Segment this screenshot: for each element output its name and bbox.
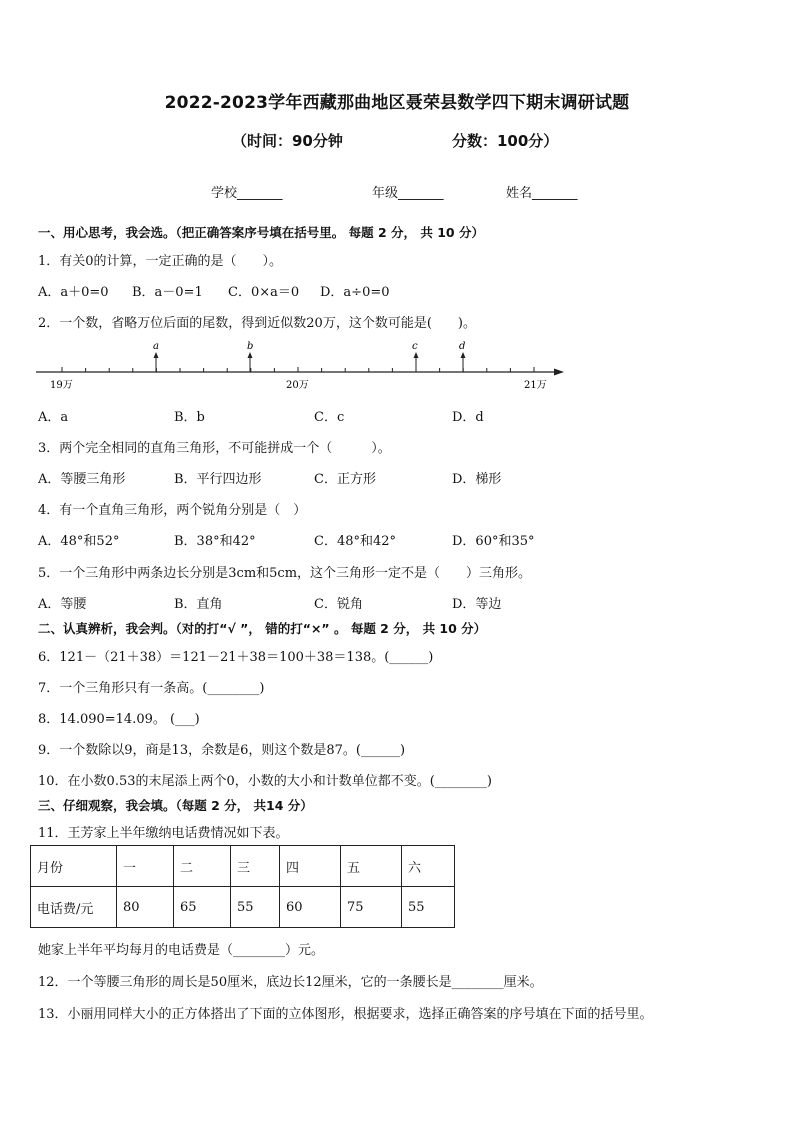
exam-score: 分数：100分） bbox=[452, 132, 559, 150]
arrow-up-icon bbox=[414, 352, 419, 358]
table-cell: 65 bbox=[174, 887, 231, 928]
q2-option-b: B．b bbox=[174, 410, 205, 425]
q1-option-c: C．0×a＝0 bbox=[228, 285, 300, 300]
q1-option-d: D．a÷0=0 bbox=[320, 285, 390, 300]
table-cell: 五 bbox=[341, 846, 402, 887]
question-3: 3．两个完全相同的直角三角形，不可能拼成一个（ ）。 bbox=[38, 441, 391, 456]
question-7: 7．一个三角形只有一条高。(________) bbox=[38, 681, 265, 696]
school-field: 学校_______ bbox=[211, 186, 283, 201]
table-cell: 80 bbox=[117, 887, 174, 928]
section-1-heading: 一、用心思考，我会选。（把正确答案序号填在括号里。 每题 2 分， 共 10 分） bbox=[38, 225, 484, 240]
table-cell: 六 bbox=[402, 846, 455, 887]
page-title: 2022-2023学年西藏那曲地区聂荣县数学四下期末调研试题 bbox=[164, 93, 630, 113]
section-3-heading: 三、仔细观察，我会填。（每题 2 分， 共14 分） bbox=[38, 798, 313, 813]
point-label-b: b bbox=[247, 341, 254, 352]
table-row bbox=[31, 846, 455, 887]
q5-option-c: C．锐角 bbox=[314, 597, 363, 612]
question-2: 2．一个数，省略万位后面的尾数，得到近似数20万，这个数可能是( )。 bbox=[38, 316, 476, 331]
question-13: 13．小丽用同样大小的正方体搭出了下面的立体图形，根据要求，选择正确答案的序号填在下面的括号里。 bbox=[38, 1007, 653, 1022]
section-2-heading: 二、认真辨析，我会判。（对的打“√ ”， 错的打“×” 。 每题 2 分， 共 10 分） bbox=[38, 621, 487, 636]
arrow-up-icon bbox=[461, 352, 466, 358]
q5-option-b: B．直角 bbox=[174, 597, 223, 612]
exam-time: （时间：90分钟 bbox=[232, 132, 343, 150]
q5-option-d: D．等边 bbox=[452, 597, 502, 612]
q2-option-c: C．c bbox=[314, 410, 345, 425]
point-label-a: a bbox=[153, 341, 159, 352]
q3-option-d: D．梯形 bbox=[452, 472, 502, 487]
table-cell: 三 bbox=[231, 846, 280, 887]
question-8: 8．14.090=14.09。 (___) bbox=[38, 712, 200, 727]
point-label-d: d bbox=[459, 341, 466, 352]
table-row bbox=[31, 887, 455, 928]
question-4: 4．有一个直角三角形，两个锐角分别是（ ） bbox=[38, 503, 307, 518]
axis-arrow-icon bbox=[554, 369, 564, 376]
question-12: 12．一个等腰三角形的周长是50厘米，底边长12厘米，它的一条腰长是________厘米。 bbox=[38, 975, 543, 990]
question-5: 5．一个三角形中两条边长分别是3cm和5cm，这个三角形一定不是（ ）三角形。 bbox=[38, 566, 532, 581]
q3-option-c: C．正方形 bbox=[314, 472, 376, 487]
table-cell: 55 bbox=[402, 887, 455, 928]
q3-option-b: B．平行四边形 bbox=[174, 472, 262, 487]
phone-bill-table bbox=[30, 845, 455, 928]
q4-option-d: D．60°和35° bbox=[452, 534, 535, 549]
question-6: 6．121－（21＋38）＝121－21＋38＝100＋38＝138。(______) bbox=[38, 650, 434, 665]
point-markers bbox=[154, 352, 466, 372]
q1-option-a: A．a＋0=0 bbox=[38, 285, 109, 300]
arrow-up-icon bbox=[248, 352, 253, 358]
table-cell: 75 bbox=[341, 887, 402, 928]
q2-option-d: D．d bbox=[452, 410, 484, 425]
question-1: 1．有关0的计算，一定正确的是（ ）。 bbox=[38, 254, 283, 269]
table-cell: 四 bbox=[280, 846, 341, 887]
question-11: 11．王芳家上半年缴纳电话费情况如下表。 bbox=[38, 826, 289, 841]
name-field: 姓名_______ bbox=[506, 186, 578, 201]
table-cell: 电话费/元 bbox=[31, 887, 117, 928]
q4-option-a: A．48°和52° bbox=[38, 534, 120, 549]
table-cell: 二 bbox=[174, 846, 231, 887]
grade-field: 年级_______ bbox=[372, 186, 444, 201]
question-11-followup: 她家上半年平均每月的电话费是（________）元。 bbox=[38, 943, 325, 958]
q2-option-a: A．a bbox=[38, 410, 69, 425]
tick-label-21w: 21万 bbox=[524, 380, 547, 391]
table-cell: 60 bbox=[280, 887, 341, 928]
q3-option-a: A．等腰三角形 bbox=[38, 472, 126, 487]
arrow-up-icon bbox=[154, 352, 159, 358]
point-label-c: c bbox=[412, 341, 418, 352]
table-cell: 月份 bbox=[31, 846, 117, 887]
tick-label-20w: 20万 bbox=[286, 380, 309, 391]
q4-option-c: C．48°和42° bbox=[314, 534, 397, 549]
q1-option-b: B．a－0=1 bbox=[132, 285, 203, 300]
q4-option-b: B．38°和42° bbox=[174, 534, 256, 549]
tick-label-19w: 19万 bbox=[50, 380, 73, 391]
table-cell: 一 bbox=[117, 846, 174, 887]
table-cell: 55 bbox=[231, 887, 280, 928]
number-line-figure bbox=[36, 336, 576, 396]
q5-option-a: A．等腰 bbox=[38, 597, 87, 612]
question-10: 10．在小数0.53的末尾添上两个0，小数的大小和计数单位都不变。(________) bbox=[38, 774, 492, 789]
question-9: 9．一个数除以9，商是13，余数是6，则这个数是87。(______) bbox=[38, 743, 406, 758]
